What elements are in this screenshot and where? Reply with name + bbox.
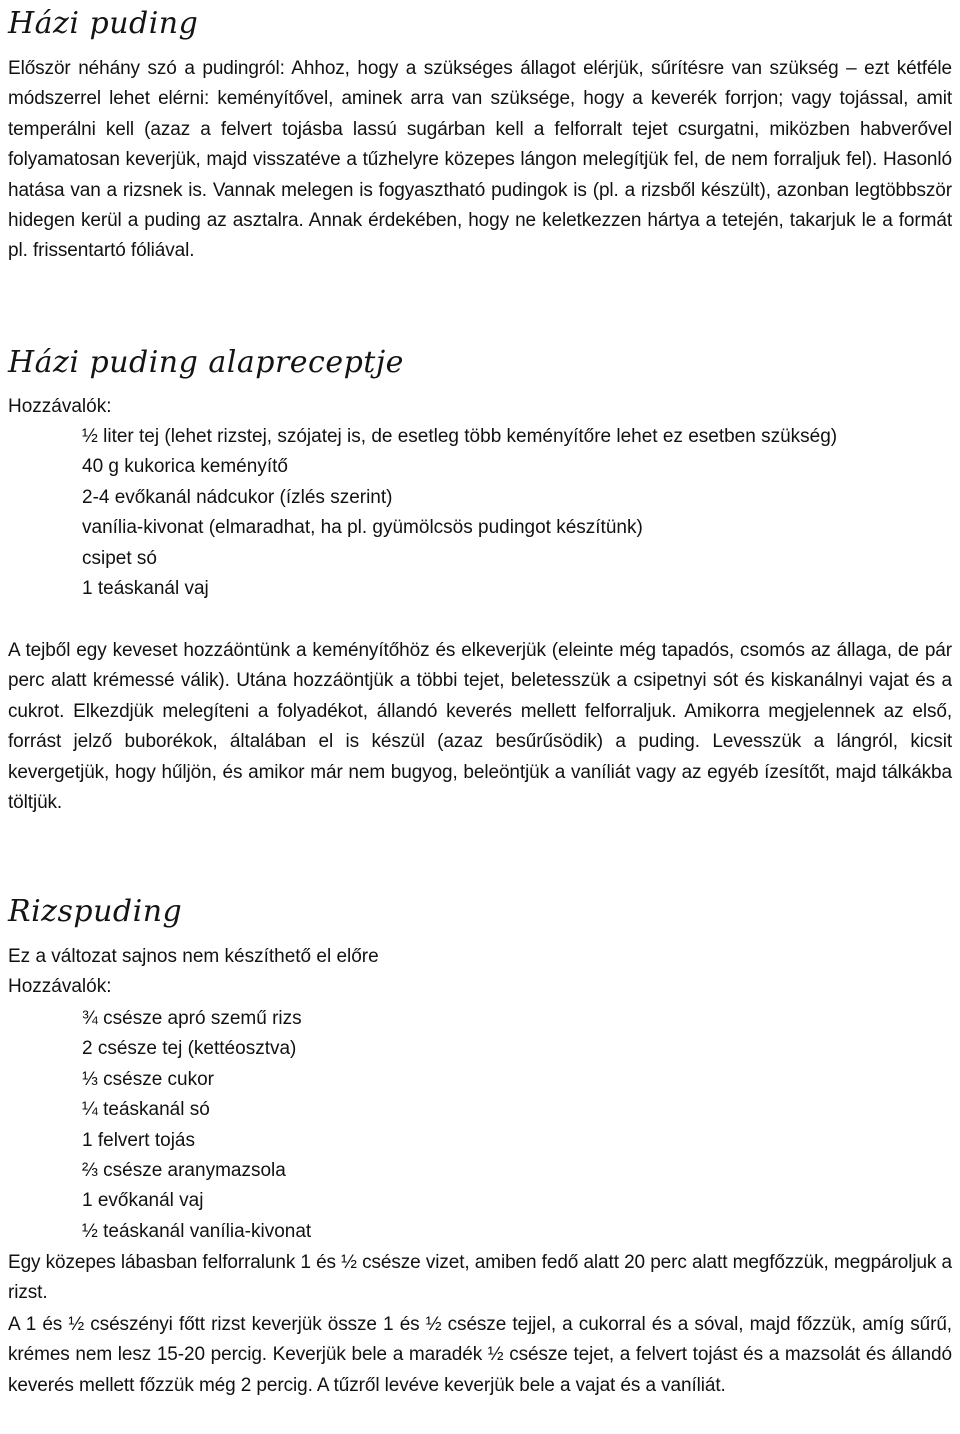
ingredient-item: ⅔ csésze aranymazsola (82, 1160, 286, 1182)
method-paragraph: Egy közepes lábasban felforralunk 1 és ½ csésze vizet, amiben fedő alatt 20 perc alatt megfőzzük, megpároljuk a rizst. (8, 1252, 952, 1304)
ingredient-item: ¾ csésze apró szemű rizs (82, 1008, 302, 1029)
method-paragraph: A tejből egy keveset hozzáöntünk a keményítőhöz és elkeverjük (eleinte még tapadós, csomós az állaga, de pár perc alatt krémessé válik). Utána hozzáöntjük a többi tejet, beletesszük a csipetnyi sót és kiskanálnyi vajat és a cukrot. Elkezdjük melegíteni a folyadékot, állandó keverés mellett felforraljuk. Amikorra megjelennek az első, forrást jelző buborékok, általában el is készül (azaz besűrűsödik) a puding. Levesszük a lángról, kicsit kevergetjük, hogy hűljön, és amikor már nem bugyog, beleöntjük a vaníliát vagy az egyéb ízesítőt, majd tálkákba töltjük. (8, 640, 952, 814)
ingredients-label: Hozzávalók: (8, 976, 112, 997)
method-paragraph: A 1 és ½ csészényi főtt rizst keverjük össze 1 és ½ csésze tejjel, a cukorral és a sóval, majd főzzük, amíg sűrű, krémes nem lesz 15-20 percig. Keverjük bele a maradék ½ csésze tejet, a felvert tojást és a mazsolát és állandó keverés mellett főzzük még 2 percig. A tűzről levéve keverjük bele a vajat és a vaníliát. (8, 1314, 952, 1396)
ingredient-item: ½ liter tej (lehet rizstej, szójatej is, de esetleg több keményítőre lehet ez esetben szükség) (82, 426, 838, 447)
ingredient-item: vanília-kivonat (elmaradhat, ha pl. gyümölcsös pudingot készítünk) (82, 517, 643, 539)
ingredient-item: ⅓ csésze cukor (82, 1068, 214, 1090)
note-text: Ez a változat sajnos nem készíthető el előre (8, 946, 379, 967)
intro-paragraph: Először néhány szó a pudingról: Ahhoz, hogy a szükséges állagot elérjük, sűrítésre van szükség – ezt kétféle módszerrel lehet elérni: keményítővel, aminek arra van szüksége, hogy a keverék forrjon; vagy tojással, amit temperálni kell (azaz a felvert tojásba lassú sugárban kell a felforralt tejet csurgatni, miközben habverővel folyamatosan keverjük, majd visszatéve a tűzhelyre közepes lángon melegítjük fel, de nem forraljuk fel). Hasonló hatása van a rizsnek is. Vannak melegen is fogyasztható pudingok is (pl. a rizsből készült), azonban legtöbbször hidegen kerül a puding az asztalra. Annak érdekében, hogy ne keletkezzen hártya a tetején, takarjuk le a formát pl. frissentartó fóliával. (8, 58, 952, 262)
section-title-hazi-puding: Házi puding (8, 6, 199, 41)
section-title-alaprecept: Házi puding alapreceptje (8, 345, 404, 380)
ingredient-item: 2-4 evőkanál nádcukor (ízlés szerint) (82, 486, 393, 508)
section-title-rizspuding: Rizspuding (8, 894, 183, 929)
ingredient-item: ½ teáskanál vanília-kivonat (82, 1220, 312, 1242)
ingredient-item: 1 felvert tojás (82, 1129, 195, 1151)
ingredient-item: 1 teáskanál vaj (82, 578, 209, 600)
ingredients-list (82, 422, 954, 604)
ingredient-item: ¼ teáskanál só (82, 1099, 210, 1121)
ingredient-item: 1 evőkanál vaj (82, 1190, 204, 1212)
ingredients-list (82, 1004, 954, 1247)
ingredient-item: 40 g kukorica keményítő (82, 456, 288, 478)
ingredient-item: csipet só (82, 547, 157, 569)
ingredients-label: Hozzávalók: (8, 396, 112, 417)
ingredient-item: 2 csésze tej (kettéosztva) (82, 1038, 297, 1060)
